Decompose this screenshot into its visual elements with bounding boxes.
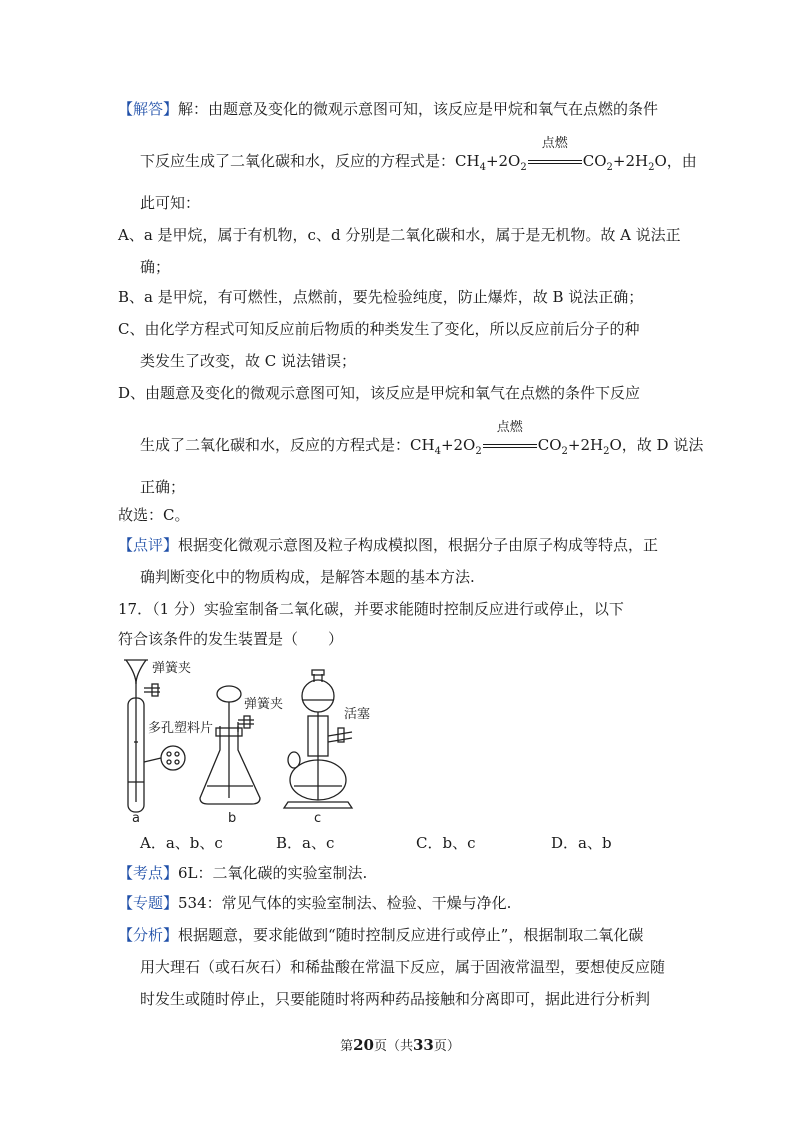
- option-C: C．b、c: [416, 834, 476, 852]
- page-footer: [0, 1035, 800, 1054]
- question-17-stem-2: 符合该条件的发生装置是（ ）: [118, 630, 344, 648]
- answer-tag: 【解答】: [118, 100, 179, 118]
- fenxi-line-1: [118, 924, 643, 946]
- equation-prefix: 下反应生成了二氧化碳和水，反应的方程式是：CH: [140, 152, 480, 170]
- option-analysis-D2: [140, 420, 704, 463]
- zhuanti-tag: 【专题】: [118, 894, 179, 912]
- question-17-stem-1: 17．（1 分）实验室制备二氧化碳，并要求能随时控制反应进行或停止，以下: [118, 600, 624, 618]
- option-analysis-A2: 确；: [140, 258, 171, 276]
- label-b: b: [228, 811, 237, 824]
- kaodian-tag: 【考点】: [118, 864, 179, 882]
- fenxi-line-2: 用大理石（或石灰石）和稀盐酸在常温下反应，属于固液常温型，要想使反应随: [140, 958, 666, 976]
- total-pages: 33: [413, 1036, 434, 1054]
- final-choice: 故选：C。: [118, 506, 190, 524]
- option-B: B．a、c: [276, 834, 335, 852]
- option-analysis-A1: A、a 是甲烷，属于有机物，c、d 分别是二氧化碳和水，属于是无机物。故 A 说法正: [118, 226, 681, 244]
- comment-line-2: 确判断变化中的物质构成，是解答本题的基本方法.: [140, 568, 475, 586]
- label-porous-plate: 多孔塑料片: [148, 721, 214, 736]
- equation-part: +2H: [567, 436, 604, 454]
- kaodian-text: 6L：二氧化碳的实验室制法.: [178, 864, 368, 882]
- zhuanti-line: [118, 892, 511, 914]
- equation-part: +2O: [485, 152, 521, 170]
- page-number: 20: [353, 1036, 374, 1054]
- option-analysis-B: B、a 是甲烷，有可燃性，点燃前，要先检验纯度，防止爆炸，故 B 说法正确；: [118, 288, 644, 306]
- fenxi-line-3: 时发生或随时停止，只要能随时将两种药品接触和分离即可，据此进行分析判: [140, 990, 651, 1008]
- option-analysis-D1: D、由题意及变化的微观示意图可知，该反应是甲烷和氧气在点燃的条件下反应: [118, 384, 641, 402]
- sub: 2: [606, 162, 613, 173]
- sub: 2: [603, 446, 610, 457]
- answer-line-1: [118, 98, 658, 120]
- equation-part: CO: [582, 152, 607, 170]
- sub: 2: [561, 446, 568, 457]
- equation-part: CO: [537, 436, 562, 454]
- equation-suffix: O，由: [654, 152, 697, 170]
- reaction-condition: 点燃: [496, 420, 523, 435]
- comment-tag: 【点评】: [118, 536, 179, 554]
- reaction-arrow: [527, 136, 583, 172]
- footer-text: 第: [340, 1039, 354, 1054]
- equation-suffix: O，故 D 说法: [609, 436, 704, 454]
- sub: 4: [434, 446, 441, 457]
- footer-text: 页）: [433, 1039, 460, 1054]
- label-spring-clip-b: 弹簧夹: [244, 697, 284, 712]
- reaction-condition: 点燃: [541, 136, 568, 151]
- label-stopcock: 活塞: [344, 707, 371, 722]
- option-A: A．a、b、c: [140, 834, 223, 852]
- answer-line-3: 此可知：: [140, 194, 201, 212]
- fenxi-tag: 【分析】: [118, 926, 179, 944]
- comment-text: 根据变化微观示意图及粒子构成模拟图，根据分子由原子构成等特点，正: [178, 536, 659, 554]
- footer-text: 页（共: [373, 1039, 413, 1054]
- equation-part: +2O: [440, 436, 476, 454]
- answer-equation-line: [140, 136, 697, 179]
- label-spring-clip-a: 弹簧夹: [152, 661, 192, 676]
- equation-prefix: 生成了二氧化碳和水，反应的方程式是：CH: [140, 436, 435, 454]
- sub: 4: [479, 162, 486, 173]
- answer-text: 解：由题意及变化的微观示意图可知，该反应是甲烷和氧气在点燃的条件: [178, 100, 659, 118]
- reaction-arrow: [482, 420, 538, 456]
- label-c: c: [314, 811, 322, 824]
- kaodian-line: [118, 862, 367, 884]
- option-analysis-C1: C、由化学方程式可知反应前后物质的种类发生了变化，所以反应前后分子的种: [118, 320, 640, 338]
- fenxi-text: 根据题意，要求能做到“随时控制反应进行或停止”，根据制取二氧化碳: [178, 926, 644, 944]
- option-analysis-C2: 类发生了改变，故 C 说法错误；: [140, 352, 357, 370]
- option-analysis-D3: 正确；: [140, 478, 186, 496]
- equation-part: +2H: [612, 152, 649, 170]
- comment-line-1: [118, 534, 658, 556]
- label-a: a: [132, 811, 140, 824]
- apparatus-figure: [112, 652, 402, 824]
- zhuanti-text: 534：常见气体的实验室制法、检验、干燥与净化.: [178, 894, 512, 912]
- sub: 2: [648, 162, 655, 173]
- sub: 2: [475, 446, 482, 457]
- option-D: D．a、b: [551, 834, 612, 852]
- sub: 2: [520, 162, 527, 173]
